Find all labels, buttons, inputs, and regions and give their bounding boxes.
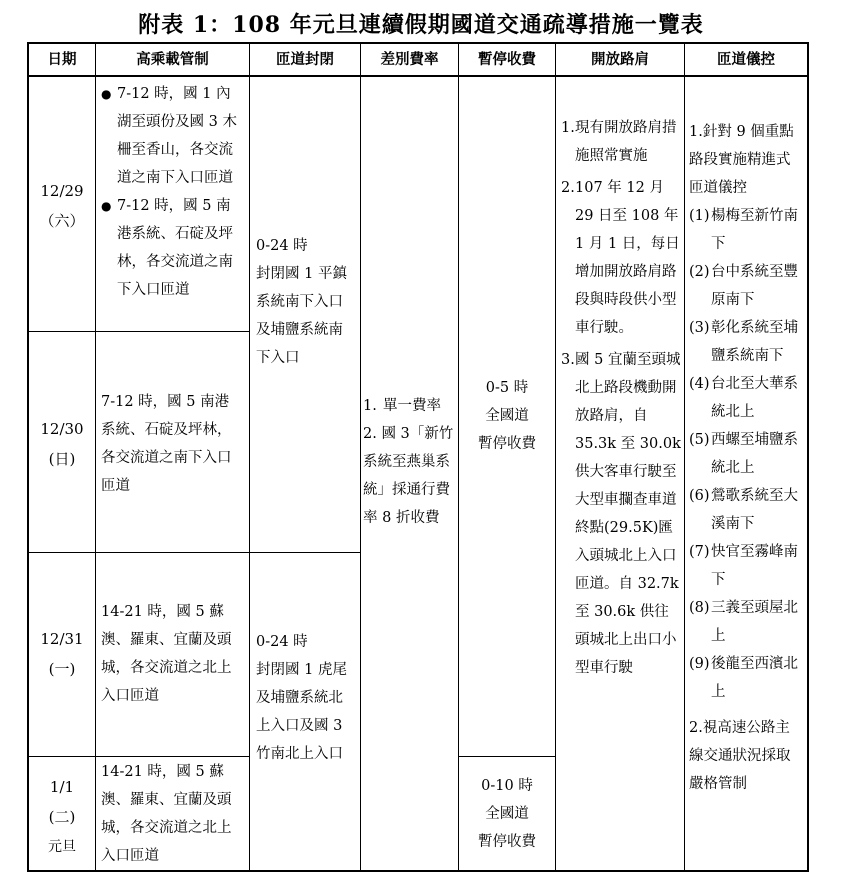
date-value: 12/31 (40, 630, 84, 648)
header-shoulder: 開放路肩 (591, 51, 649, 68)
metering-item: (6) 鶯歌系統至大溪南下 (689, 488, 798, 532)
date-value: 12/30 (40, 420, 84, 438)
hov-cell (101, 598, 243, 710)
rate-item-text: 單一費率 (383, 398, 441, 414)
hov-text: 7-12 時，國 5 南港系統、石碇及坪林，各交流道之南下入口匝道 (101, 394, 232, 494)
shoulder-item-text: 國 5 宜蘭至頭城北上路段機動開放路肩，自 35.3k 至 30.0k 供大客車行駛至大型車攔查車道終點(29.5K)匯入頭城北上入口匝道。自 32.7k 至 30.6k 供往頭城北上出口小型車行駛 (575, 352, 681, 676)
bullet-icon: ● (101, 199, 112, 213)
rate-item: 1. 單一費率 (363, 398, 441, 414)
metering-item-text: 後龍至西濱北上 (711, 656, 798, 700)
toll-action: 暫停收費 (478, 436, 536, 452)
shoulder-cell (561, 114, 681, 682)
metering-item-text: 台中系統至豐原南下 (711, 264, 798, 308)
hov-text: 14-21 時，國 5 蘇澳、羅東、宜蘭及頭城，各交流道之北上入口匝道 (101, 604, 232, 704)
rate-item-text: 國 3「新竹系統至燕巢系統」採通行費率 8 折收費 (363, 426, 454, 526)
ramp-closure-text: 封閉國 1 平鎮系統南下入口及埔鹽系統南下入口 (256, 266, 347, 366)
metering-item: (4) 台北至大華系統北上 (689, 376, 798, 420)
metering-item-text: 台北至大華系統北上 (711, 376, 798, 420)
toll-time: 0-5 時 (485, 380, 529, 396)
metering-intro: 1.針對 9 個重點路段實施精進式匝道儀控 (689, 124, 794, 196)
metering-item: (5) 西螺至埔鹽系統北上 (689, 432, 798, 476)
metering-item-text: 西螺至埔鹽系統北上 (711, 432, 798, 476)
ramp-metering-cell (689, 118, 803, 798)
metering-item: (3) 彰化系統至埔鹽系統南下 (689, 320, 798, 364)
shoulder-item: 3. 國 5 宜蘭至頭城北上路段機動開放路肩，自 35.3k 至 30.0k 供大客車行駛至大型車攔查車道終點(29.5K)匯入頭城北上入口匝道。自 32.7k 至 30.6k 供往頭城北上出口小型車行駛 (561, 352, 681, 676)
hov-text: 14-21 時，國 5 蘇澳、羅東、宜蘭及頭城，各交流道之北上入口匝道 (101, 764, 232, 864)
metering-item-text: 彰化系統至埔鹽系統南下 (711, 320, 798, 364)
metering-item-text: 三義至頭屋北上 (711, 600, 798, 644)
metering-item-text: 楊梅至新竹南下 (711, 208, 798, 252)
metering-item: (2) 台中系統至豐原南下 (689, 264, 798, 308)
ramp-closure-cell (256, 232, 354, 372)
toll-time: 0-10 時 (481, 778, 533, 794)
ramp-closure-time: 0-24 時 (256, 238, 308, 254)
toll-suspension-cell (459, 374, 555, 458)
date-weekday: （六） (39, 212, 85, 230)
shoulder-item: 2. 107 年 12 月 29 日至 108 年 1 月 1 日，每日增加開放路肩路段與時段供小型車行駛。 (561, 180, 680, 336)
ramp-closure-text: 封閉國 1 虎尾及埔鹽系統北上入口及國 3 竹南北上入口 (256, 662, 347, 762)
hov-cell (101, 758, 243, 870)
metering-item-text: 快官至霧峰南下 (711, 544, 798, 588)
differential-rate-cell (363, 392, 457, 532)
shoulder-item-text: 107 年 12 月 29 日至 108 年 1 月 1 日，每日增加開放路肩路段與時段供小型車行駛。 (575, 180, 680, 336)
hov-bullet-text: 7-12 時，國 5 南港系統、石碇及坪林，各交流道之南下入口匝道 (117, 198, 233, 298)
metering-item: (8) 三義至頭屋北上 (689, 600, 798, 644)
header-date: 日期 (47, 51, 77, 68)
page-title: 附表 1：108 年元旦連續假期國道交通疏導措施一覽表 (138, 12, 704, 38)
header-toll-suspension: 暫停收費 (478, 51, 536, 68)
ramp-closure-cell (256, 628, 354, 768)
header-ramp-metering: 匝道儀控 (717, 51, 775, 68)
metering-item: (9) 後龍至西濱北上 (689, 656, 798, 700)
date-weekday: (一) (48, 660, 76, 678)
date-cell (29, 772, 95, 862)
hov-bullet-text: 7-12 時，國 1 內湖至頭份及國 3 木柵至香山，各交流道之南下入口匝道 (117, 86, 237, 186)
toll-suspension-cell (459, 772, 555, 856)
shoulder-item-text: 現有開放路肩措施照常實施 (575, 120, 677, 164)
date-weekday: (二) (48, 808, 76, 826)
toll-scope: 全國道 (485, 408, 529, 424)
rate-item: 2. 國 3「新竹系統至燕巢系統」採通行費率 8 折收費 (363, 426, 454, 526)
header-differential-rate: 差別費率 (380, 51, 439, 68)
date-value: 12/29 (40, 182, 84, 200)
date-note: 元旦 (48, 839, 76, 855)
header-ramp-closure: 匝道封閉 (276, 51, 334, 68)
header-hov: 高乘載管制 (136, 51, 209, 68)
toll-scope: 全國道 (485, 806, 529, 822)
date-cell (29, 176, 95, 236)
toll-action: 暫停收費 (478, 834, 536, 850)
hov-bullet-item (101, 80, 243, 192)
metering-item: (7) 快官至霧峰南下 (689, 544, 798, 588)
date-value: 1/1 (49, 778, 75, 796)
date-cell (29, 624, 95, 684)
metering-item-text: 鶯歌系統至大溪南下 (711, 488, 798, 532)
metering-outro: 2.視高速公路主線交通狀況採取嚴格管制 (689, 720, 791, 792)
hov-cell (101, 388, 243, 500)
hov-cell (101, 80, 243, 304)
ramp-closure-time: 0-24 時 (256, 634, 308, 650)
shoulder-item: 1. 現有開放路肩措施照常實施 (561, 120, 677, 164)
bullet-icon: ● (101, 87, 112, 101)
metering-item: (1) 楊梅至新竹南下 (689, 208, 798, 252)
hov-bullet-item (101, 192, 243, 304)
date-weekday: (日) (48, 450, 76, 468)
date-cell (29, 414, 95, 474)
